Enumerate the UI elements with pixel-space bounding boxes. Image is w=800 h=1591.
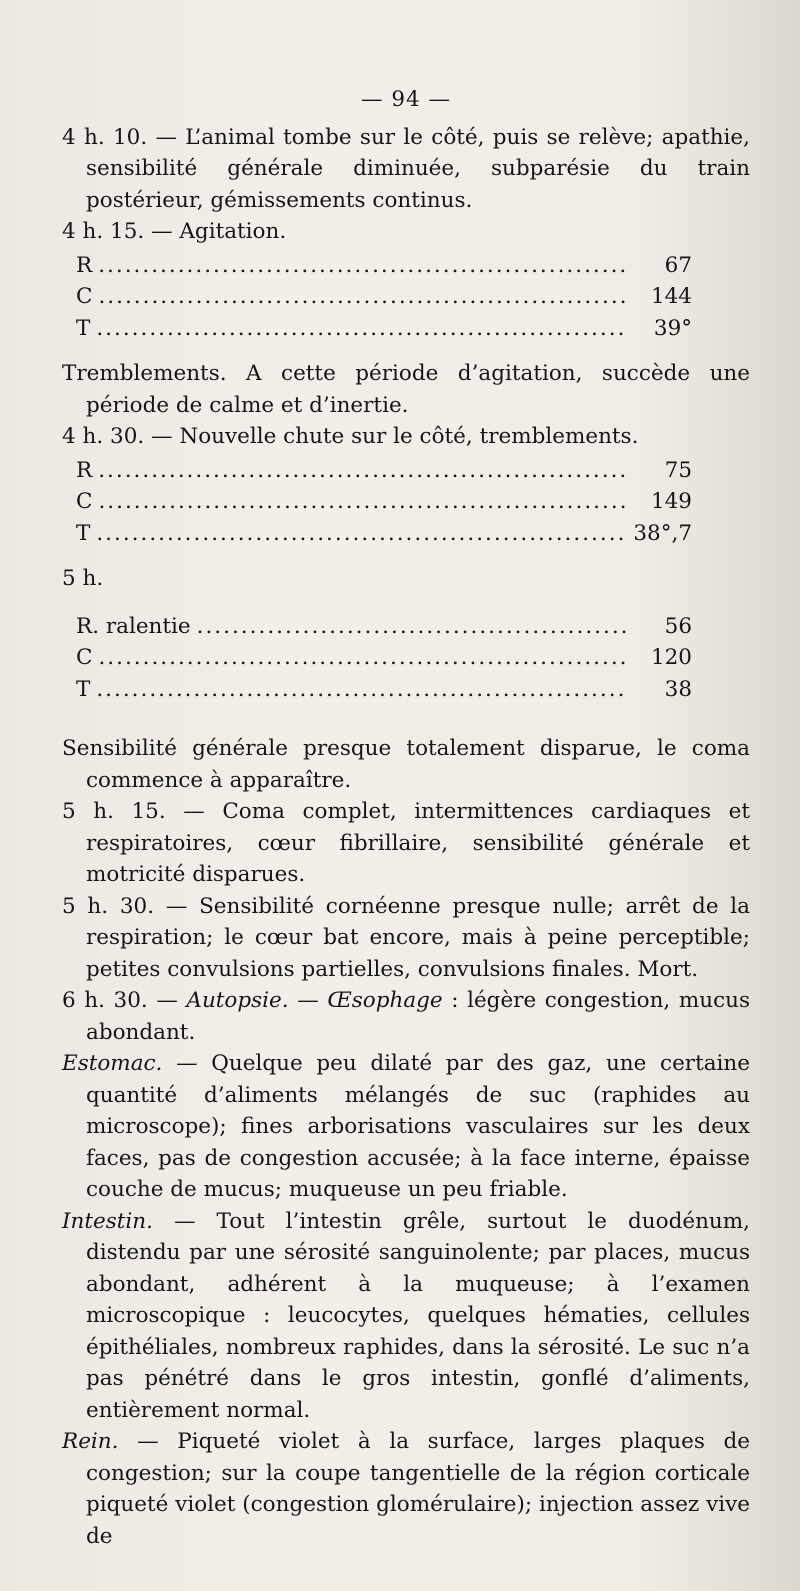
reading-label: T xyxy=(76,315,91,341)
entry-5h30 xyxy=(62,891,750,986)
leader-dots xyxy=(98,455,626,487)
reading-value: 67 xyxy=(664,252,692,278)
text-column xyxy=(62,84,750,1552)
reading-row xyxy=(76,518,692,550)
entry-time: 6 h. 30. xyxy=(62,988,148,1013)
spacer xyxy=(62,595,750,609)
reading-label: C xyxy=(76,645,93,670)
reading-value: 56 xyxy=(664,613,692,639)
reading-label: C xyxy=(76,489,93,514)
organ-estomac xyxy=(62,1048,750,1206)
entry-time: 4 h. 15. xyxy=(62,219,145,244)
leader-dots xyxy=(98,250,626,282)
reading-label: R xyxy=(76,457,93,483)
entry-text: — Agitation. xyxy=(144,219,287,244)
reading-value: 149 xyxy=(650,489,692,514)
reading-label: R xyxy=(76,252,93,278)
reading-label: C xyxy=(76,284,93,309)
entry-time: 5 h. 15. xyxy=(62,799,166,824)
organ-rein xyxy=(62,1426,750,1552)
organ-label: Estomac. xyxy=(62,1051,163,1076)
readings-4h30 xyxy=(62,455,692,550)
entry-4h10 xyxy=(62,122,750,217)
reading-row xyxy=(76,674,692,706)
reading-value: 38 xyxy=(664,676,692,702)
organ-text: — Quelque peu dilaté par des gaz, une certaine quantité d’aliments mélangés de suc (raphides au microscope); fines arborisations vasculaires sur les deux faces, pas de congestion accusée; à la face interne, épaisse couche de mucus; muqueuse un peu friable. xyxy=(86,1051,750,1202)
entry-text: — L’animal tombe sur le côté, puis se relève; apathie, sensibilité générale diminuée, subparésie du train postérieur, gémissements continus. xyxy=(86,124,750,213)
reading-row xyxy=(76,313,692,345)
entry-text: — Sensibilité cornéenne presque nulle; arrêt de la respiration; le cœur bat encore, mais à peine perceptible; petites convulsions partielles, convulsions finales. Mort. xyxy=(86,893,750,982)
autopsy-label: Autopsie. xyxy=(186,988,289,1013)
organ-text: — Tout l’intestin grêle, surtout le duodénum, distendu par une sérosité sanguinolente; par places, mucus abondant, adhérent à la muqueuse; à l’examen microscopique : leucocytes, quelques hématies, cellules épithéliales, nombreux raphides, dans la sérosité. Le suc n’a pas pénétré dans le gros intestin, gonflé d’aliments, entièrement normal. xyxy=(86,1208,750,1423)
reading-row xyxy=(76,281,692,313)
reading-row xyxy=(76,486,692,518)
entry-4h15 xyxy=(62,216,750,248)
organ-text: — Piqueté violet à la surface, larges plaques de congestion; sur la coupe tangentielle de la région corticale piqueté violet (congestion glomérulaire); injection assez vive de xyxy=(86,1429,750,1549)
leader-dots xyxy=(98,642,626,674)
entry-5h15 xyxy=(62,796,750,891)
organ-label: Rein. xyxy=(62,1429,119,1454)
reading-value: 120 xyxy=(650,645,692,670)
paragraph-tremblements: Tremblements. A cette période d’agitation, succède une période de calme et d’inertie. xyxy=(62,361,750,418)
leader-dots xyxy=(98,281,626,313)
entry-text: : légère congestion, mucus abondant. xyxy=(86,988,750,1045)
readings-4h15 xyxy=(62,250,692,345)
reading-label: R. ralentie xyxy=(76,613,191,639)
reading-value: 144 xyxy=(650,284,692,309)
leader-dots xyxy=(96,518,626,550)
reading-label: T xyxy=(76,676,91,702)
leader-dots xyxy=(96,674,626,706)
reading-row xyxy=(76,250,692,282)
organ-label: Intestin. xyxy=(62,1208,153,1234)
oesophage-label: Œsophage xyxy=(327,988,443,1013)
organ-intestin xyxy=(62,1206,750,1427)
reading-value: 75 xyxy=(664,457,692,483)
entry-time: 4 h. 10. xyxy=(62,124,148,150)
leader-dots xyxy=(96,313,626,345)
readings-5h xyxy=(62,611,692,706)
entry-time: 4 h. 30. xyxy=(62,424,145,449)
entry-6h30-autopsie: 6 h. 30. — Autopsie. — Œsophage : légère congestion, mucus abondant. xyxy=(62,988,750,1045)
entry-time: 5 h. xyxy=(62,566,104,591)
entry-text: — Nouvelle chute sur le côté, tremblements. xyxy=(144,424,639,449)
paragraph-sensibilite: Sensibilité générale presque totalement disparue, le coma commence à apparaître. xyxy=(62,736,750,793)
reading-value: 38°,7 xyxy=(633,520,692,546)
page-number: — 94 — xyxy=(360,87,452,112)
leader-dots xyxy=(98,486,626,518)
leader-dots xyxy=(197,611,626,643)
reading-row xyxy=(76,642,692,674)
reading-row xyxy=(76,455,692,487)
entry-5h xyxy=(62,563,750,595)
entry-text: — Coma complet, intermittences cardiaques et respiratoires, cœur fibrillaire, sensibilité générale et motricité disparues. xyxy=(86,799,750,887)
reading-label: T xyxy=(76,520,91,546)
entry-time: 5 h. 30. xyxy=(62,893,155,919)
entry-4h30 xyxy=(62,421,750,453)
reading-row xyxy=(76,611,692,643)
reading-value: 39° xyxy=(653,315,692,341)
spacer xyxy=(62,719,750,733)
